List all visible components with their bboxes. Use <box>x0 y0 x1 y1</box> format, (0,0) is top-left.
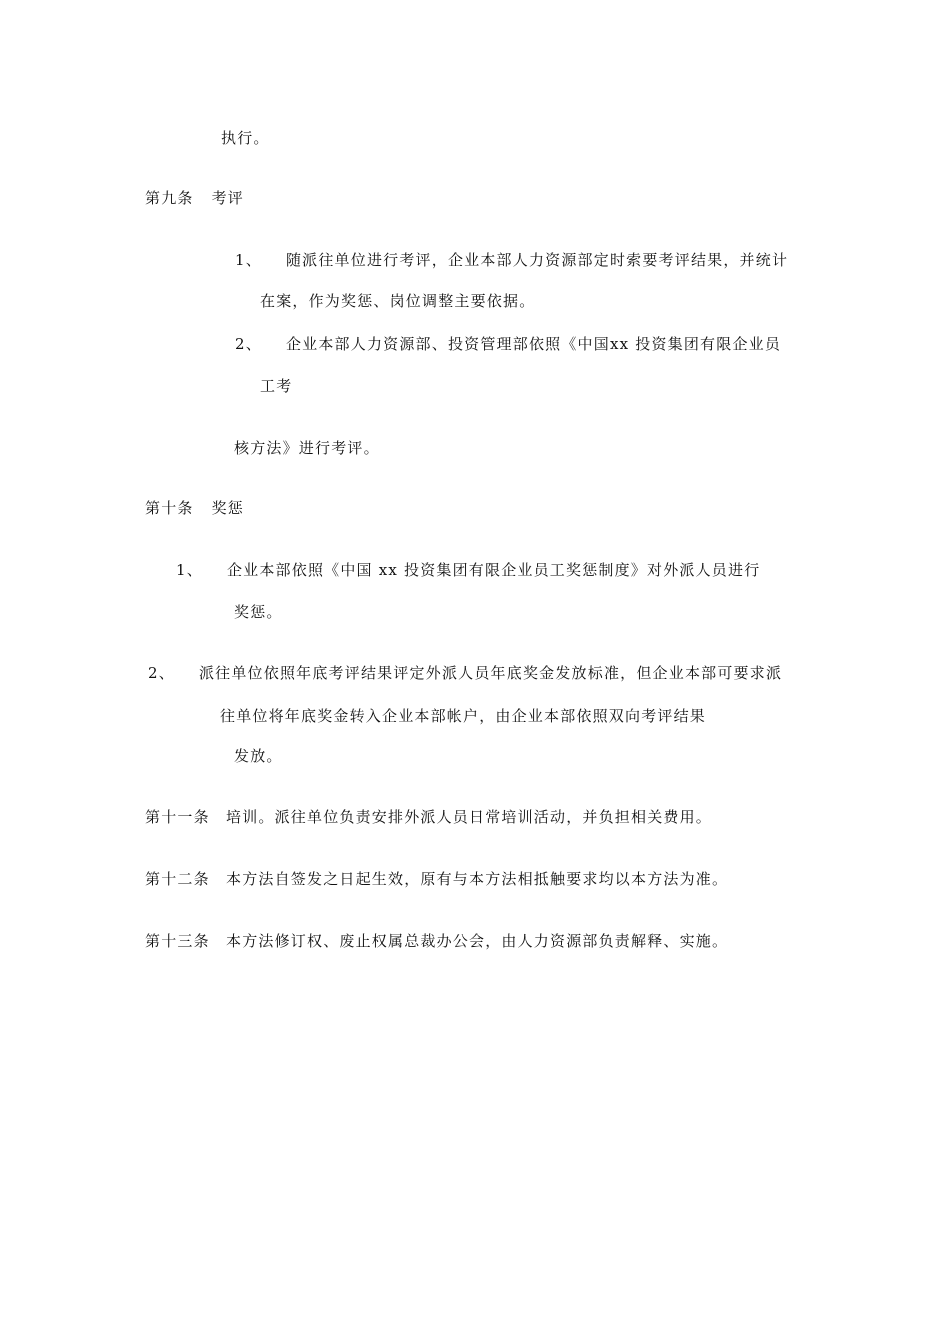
item-text: 随派往单位进行考评，企业本部人力资源部定时索要考评结果，并统计 <box>285 251 789 269</box>
article-10-heading <box>145 498 244 518</box>
item-text: 企业本部依照《中国 xx 投资集团有限企业员工奖惩制度》对外派人员进行 <box>226 561 761 579</box>
item-text: 派往单位依照年底考评结果评定外派人员年底奖金发放标准，但企业本部可要求派 <box>198 664 783 682</box>
item-number: 1、 <box>176 561 203 579</box>
text-line: 往单位将年底奖金转入企业本部帐户，由企业本部依照双向考评结果 <box>220 707 707 725</box>
list-item <box>235 334 781 354</box>
item-number: 1、 <box>235 251 262 269</box>
text-line: 核方法》进行考评。 <box>234 439 380 457</box>
text-line: 奖惩。 <box>234 603 283 621</box>
text-line: 工考 <box>260 377 293 395</box>
article-number: 第九条 <box>145 189 194 207</box>
article-11: 第十一条 培训。派往单位负责安排外派人员日常培训活动，并负担相关费用。 <box>145 808 713 826</box>
item-number: 2、 <box>235 335 262 353</box>
list-item <box>148 663 782 683</box>
item-text: 企业本部人力资源部、投资管理部依照《中国xx 投资集团有限企业员 <box>285 335 782 353</box>
article-number: 第十条 <box>145 499 194 517</box>
list-item <box>176 560 760 580</box>
article-9-heading <box>145 188 244 208</box>
list-item <box>235 250 788 270</box>
text-line: 执行。 <box>221 129 270 147</box>
article-title: 奖惩 <box>211 499 245 517</box>
item-number: 2、 <box>148 664 175 682</box>
article-13: 第十三条 本方法修订权、废止权属总裁办公会，由人力资源部负责解释、实施。 <box>145 932 729 950</box>
text-line: 发放。 <box>234 747 283 765</box>
article-12: 第十二条 本方法自签发之日起生效，原有与本方法相抵触要求均以本方法为准。 <box>145 870 729 888</box>
text-line: 在案，作为奖惩、岗位调整主要依据。 <box>260 292 536 310</box>
article-title: 考评 <box>211 189 245 207</box>
